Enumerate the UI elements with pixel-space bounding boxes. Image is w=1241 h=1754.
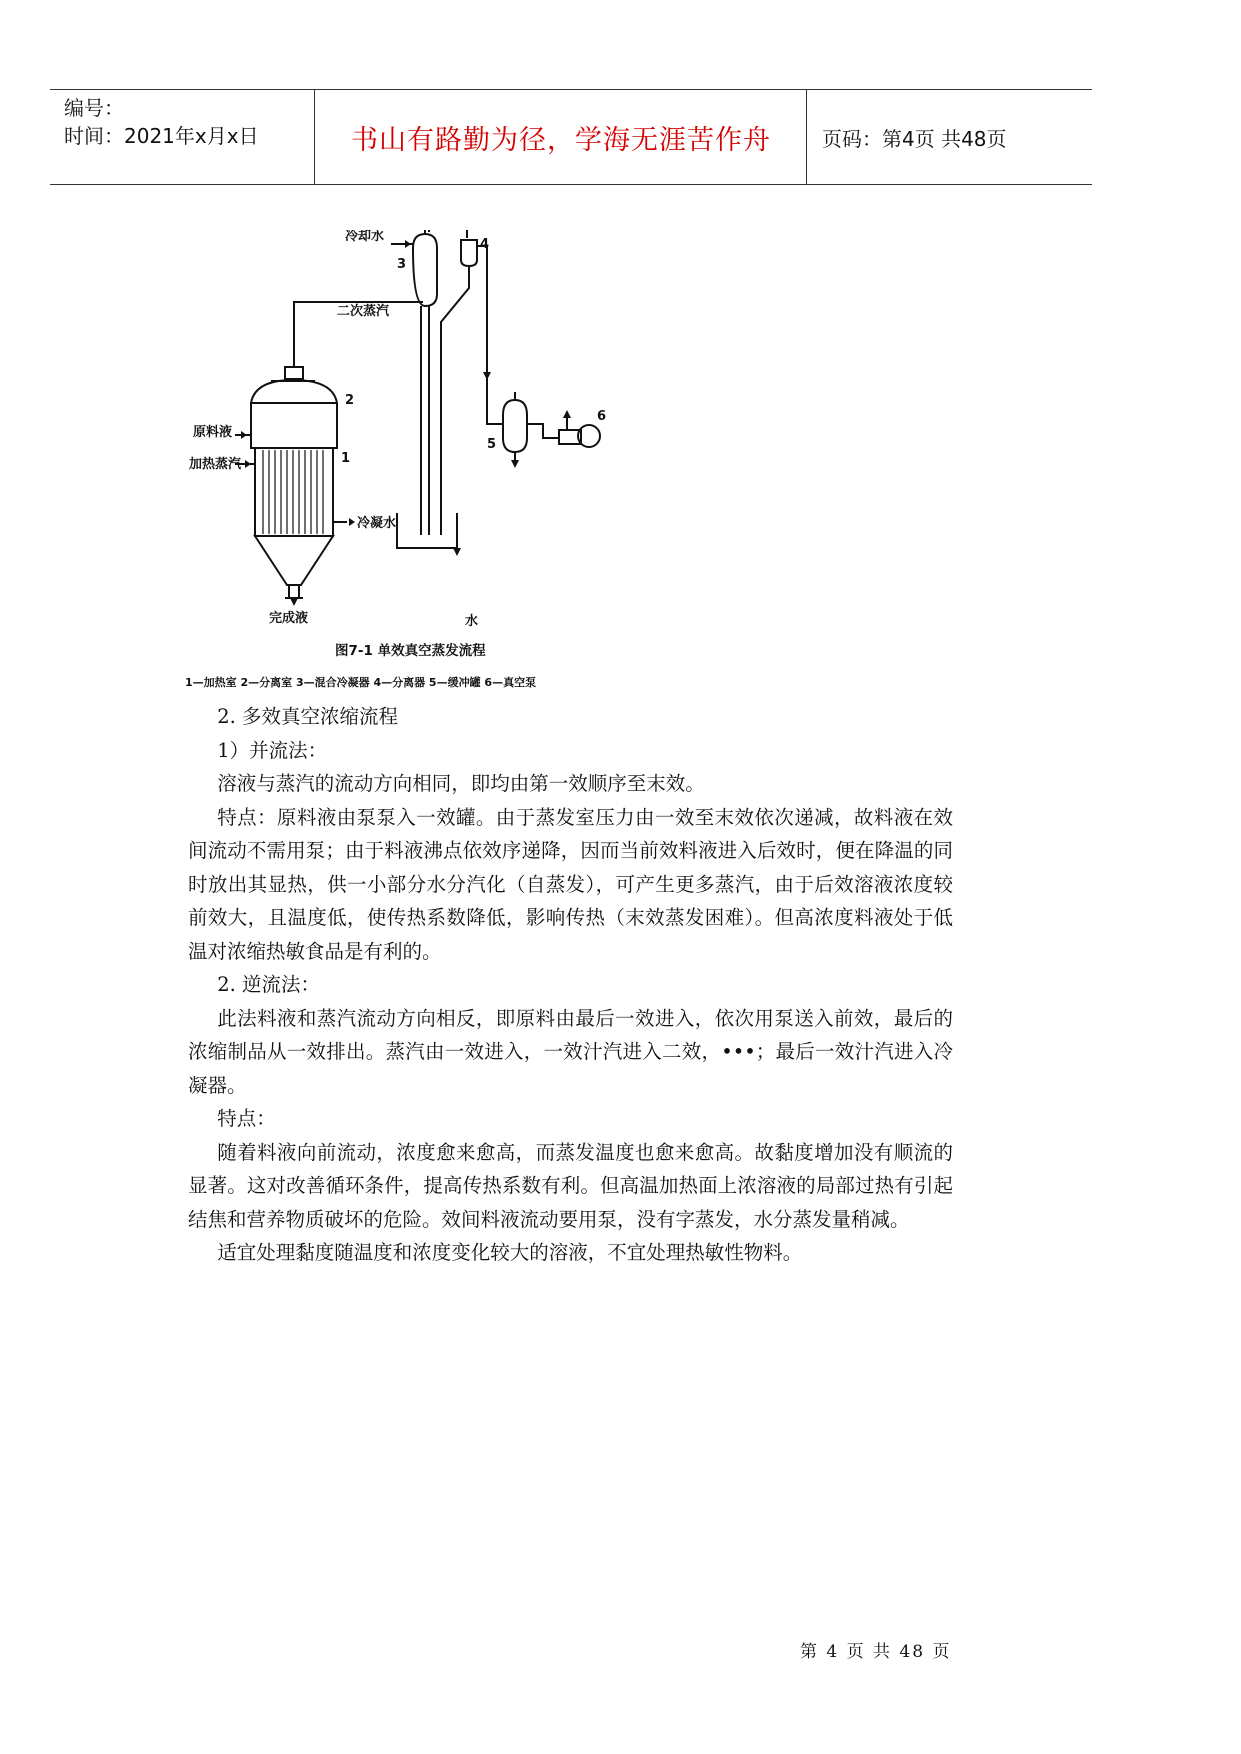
- label-number-4: 4: [480, 237, 490, 252]
- subheading-parallel: 1）并流法：: [217, 738, 328, 762]
- label-number-2: 2: [345, 393, 355, 408]
- heating-chamber: [255, 448, 333, 536]
- label-number-1: 1: [341, 451, 351, 466]
- buffer-tank: [503, 400, 527, 452]
- process-flow-figure: [185, 230, 675, 700]
- label-cooling-water: 冷却水: [345, 230, 385, 244]
- figure-caption: 图7-1 单效真空蒸发流程: [335, 643, 486, 659]
- paragraph-parallel-definition: 溶液与蒸汽的流动方向相同，即均由第一效顺序至末效。: [217, 772, 705, 795]
- label-number-6: 6: [597, 409, 607, 424]
- label-secondary-steam: 二次蒸汽: [337, 304, 390, 319]
- paragraph-countercurrent-features: 随着料液向前流动，浓度愈来愈高，而蒸发温度也愈来愈高。故黏度增加没有顺流的显著。这对改善循环条件，提高传热系数有利。但高温加热面上浓溶液的局部过热有引起结焦和营养物质破坏的危险。效间料液流动要用泵，没有字蒸发，水分蒸发量稍减。: [188, 1140, 953, 1231]
- page-header: [50, 89, 1092, 185]
- document-time-label: 时间：2021年x月x日: [64, 124, 259, 148]
- paragraph-countercurrent-definition: 此法料液和蒸汽流动方向相反，即原料由最后一效进入，依次用泵送入前效，最后的浓缩制品从一效排出。蒸汽由一效进入，一效汁汽进入二效，•••；最后一效汁汽进入冷凝器。: [188, 1006, 953, 1097]
- label-heating-steam: 加热蒸汽: [189, 457, 242, 472]
- label-number-3: 3: [397, 257, 407, 272]
- body-text: [188, 700, 953, 1270]
- vacuum-line: [477, 246, 503, 424]
- subheading-features: 特点：: [217, 1107, 276, 1130]
- header-motto-cell: [316, 90, 807, 184]
- label-finished-liquid: 完成液: [269, 611, 309, 626]
- evaporator-top-nozzle: [285, 367, 303, 379]
- header-page-label: 页码：第4页 共48页: [822, 126, 1007, 151]
- figure-legend: 1—加热室 2—分离室 3—混合冷凝器 4—分离器 5—缓冲罐 6—真空泵: [185, 676, 537, 689]
- paragraph-suitability: 适宜处理黏度随温度和浓度变化较大的溶液，不宜处理热敏性物料。: [217, 1241, 803, 1264]
- document-number-label: 编号：: [64, 96, 124, 120]
- heating-tubes: [263, 450, 323, 534]
- buffer-to-pump-pipe: [527, 424, 559, 438]
- label-condensate: 冷凝水: [357, 516, 397, 531]
- mixing-condenser: [413, 234, 437, 306]
- label-number-5: 5: [487, 437, 497, 452]
- header-page-cell: [808, 90, 1092, 184]
- separator-4-drain: [441, 266, 469, 535]
- separator-4: [461, 240, 477, 266]
- separator-chamber: [251, 403, 337, 448]
- flow-diagram: [185, 230, 675, 700]
- header-meta-cell: [50, 90, 315, 184]
- hot-well-tank: [397, 513, 457, 548]
- section-title: 2. 多效真空浓缩流程: [217, 705, 399, 728]
- evaporator-cone: [255, 536, 333, 585]
- subheading-countercurrent: 2. 逆流法：: [217, 973, 321, 996]
- footer-page-number: 第 4 页 共 48 页: [800, 1642, 952, 1662]
- header-motto: 书山有路勤为径，学海无涯苦作舟: [351, 124, 771, 156]
- label-raw-feed: 原料液: [193, 425, 233, 440]
- separator-dome: [251, 380, 337, 403]
- paragraph-parallel-features: 特点：原料液由泵泵入一效罐。由于蒸发室压力由一效至末效依次递减，故料液在效间流动不需用泵；由于料液沸点依效序递降，因而当前效料液进入后效时，便在降温的同时放出其显热，供一小部分水分汽化（自蒸发），可产生更多蒸汽，由于后效溶液浓度较前效大，且温度低，使传热系数降低，影响传热（末效蒸发困难）。但高浓度料液处于低温对浓缩热敏食品是有利的。: [188, 805, 953, 963]
- label-water: 水: [465, 614, 479, 629]
